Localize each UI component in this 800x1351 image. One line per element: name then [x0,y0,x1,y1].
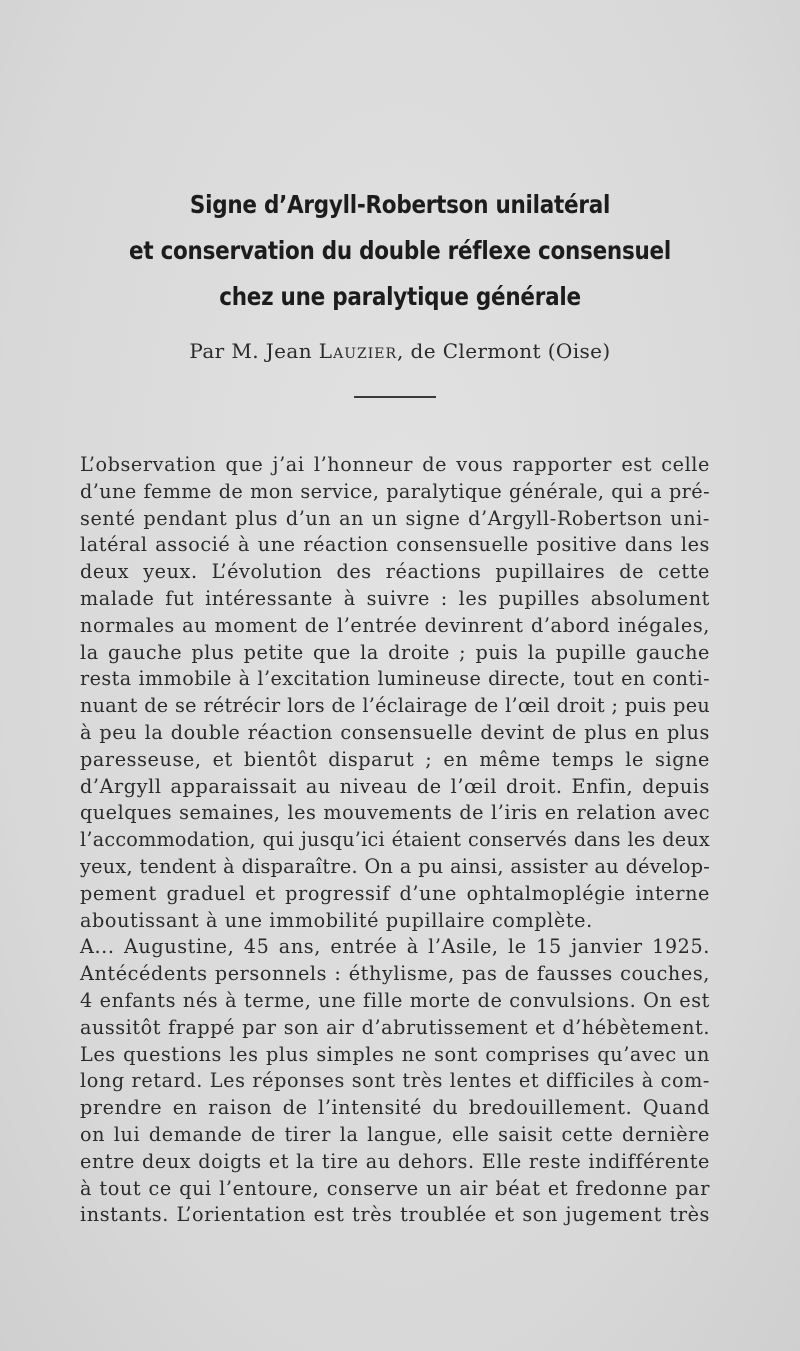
body-line: aussitôt frappé par son air d’abrutissement et d’hébètement. [80,1015,710,1039]
body-line: d’Argyll apparaissait au niveau de l’œil droit. Enfin, depuis [80,774,710,798]
body-line: l’accommodation, qui jusqu’ici étaient conservés dans les deux [80,828,710,852]
body-line: senté pendant plus d’un an un signe d’Argyll-Robertson uni- [80,506,710,530]
body-line: latéral associé à une réaction consensuelle positive dans les [80,533,710,557]
title-separator-rule [354,396,436,398]
author-byline [0,339,800,363]
author-surname: Lauzier [318,339,398,363]
byline-prefix: Par M. Jean [189,339,319,363]
body-line: entre deux doigts et la tire au dehors. Elle reste indifférente [80,1149,710,1173]
body-line: A... Augustine, 45 ans, entrée à l’Asile, le 15 janvier 1925. [80,935,710,959]
body-line: on lui demande de tirer la langue, elle saisit cette dernière [80,1122,710,1146]
body-line: d’une femme de mon service, paralytique générale, qui a pré- [80,479,710,503]
body-line: prendre en raison de l’intensité du bredouillement. Quand [80,1096,710,1120]
body-line: deux yeux. L’évolution des réactions pupillaires de cette [80,560,710,584]
body-line: long retard. Les réponses sont très lentes et difficiles à com- [80,1069,710,1093]
body-line: quelques semaines, les mouvements de l’iris en relation avec [80,801,710,825]
body-line: yeux, tendent à disparaître. On a pu ainsi, assister au dévelop- [80,854,710,878]
body-line: 4 enfants nés à terme, une fille morte de convulsions. On est [80,988,710,1012]
body-line: aboutissant à une immobilité pupillaire complète. [80,908,593,932]
body-line: instants. L’orientation est très troublée et son jugement très [80,1203,710,1227]
body-line: paresseuse, et bientôt disparut ; en même temps le signe [80,747,710,771]
article-body [80,452,710,1229]
body-line: malade fut intéressante à suivre : les pupilles absolument [80,586,710,610]
body-line: nuant de se rétrécir lors de l’éclairage de l’œil droit ; puis peu [80,694,710,718]
body-line: normales au moment de l’entrée devinrent d’abord inégales, [80,613,710,637]
body-line: resta immobile à l’excitation lumineuse directe, tout en conti- [80,667,710,691]
body-line: L’observation que j’ai l’honneur de vous rapporter est celle [80,453,710,476]
body-line: pement graduel et progressif d’une ophtalmoplégie interne [80,881,710,905]
body-line: Les questions les plus simples ne sont comprises qu’avec un [80,1042,710,1066]
body-line: la gauche plus petite que la droite ; puis la pupille gauche [80,640,710,664]
article-title-line-2: et conservation du double réflexe consensuel [128,236,671,265]
body-line: à peu la double réaction consensuelle devint de plus en plus [80,720,710,744]
body-line: à tout ce qui l’entoure, conserve un air béat et fredonne par [80,1176,710,1200]
byline-suffix: , de Clermont (Oise) [397,339,611,363]
article-title-line-1: Signe d’Argyll-Robertson unilatéral [189,190,611,219]
article-title-line-3: chez une paralytique générale [219,282,581,311]
body-line: Antécédents personnels : éthylisme, pas de fausses couches, [80,962,710,986]
